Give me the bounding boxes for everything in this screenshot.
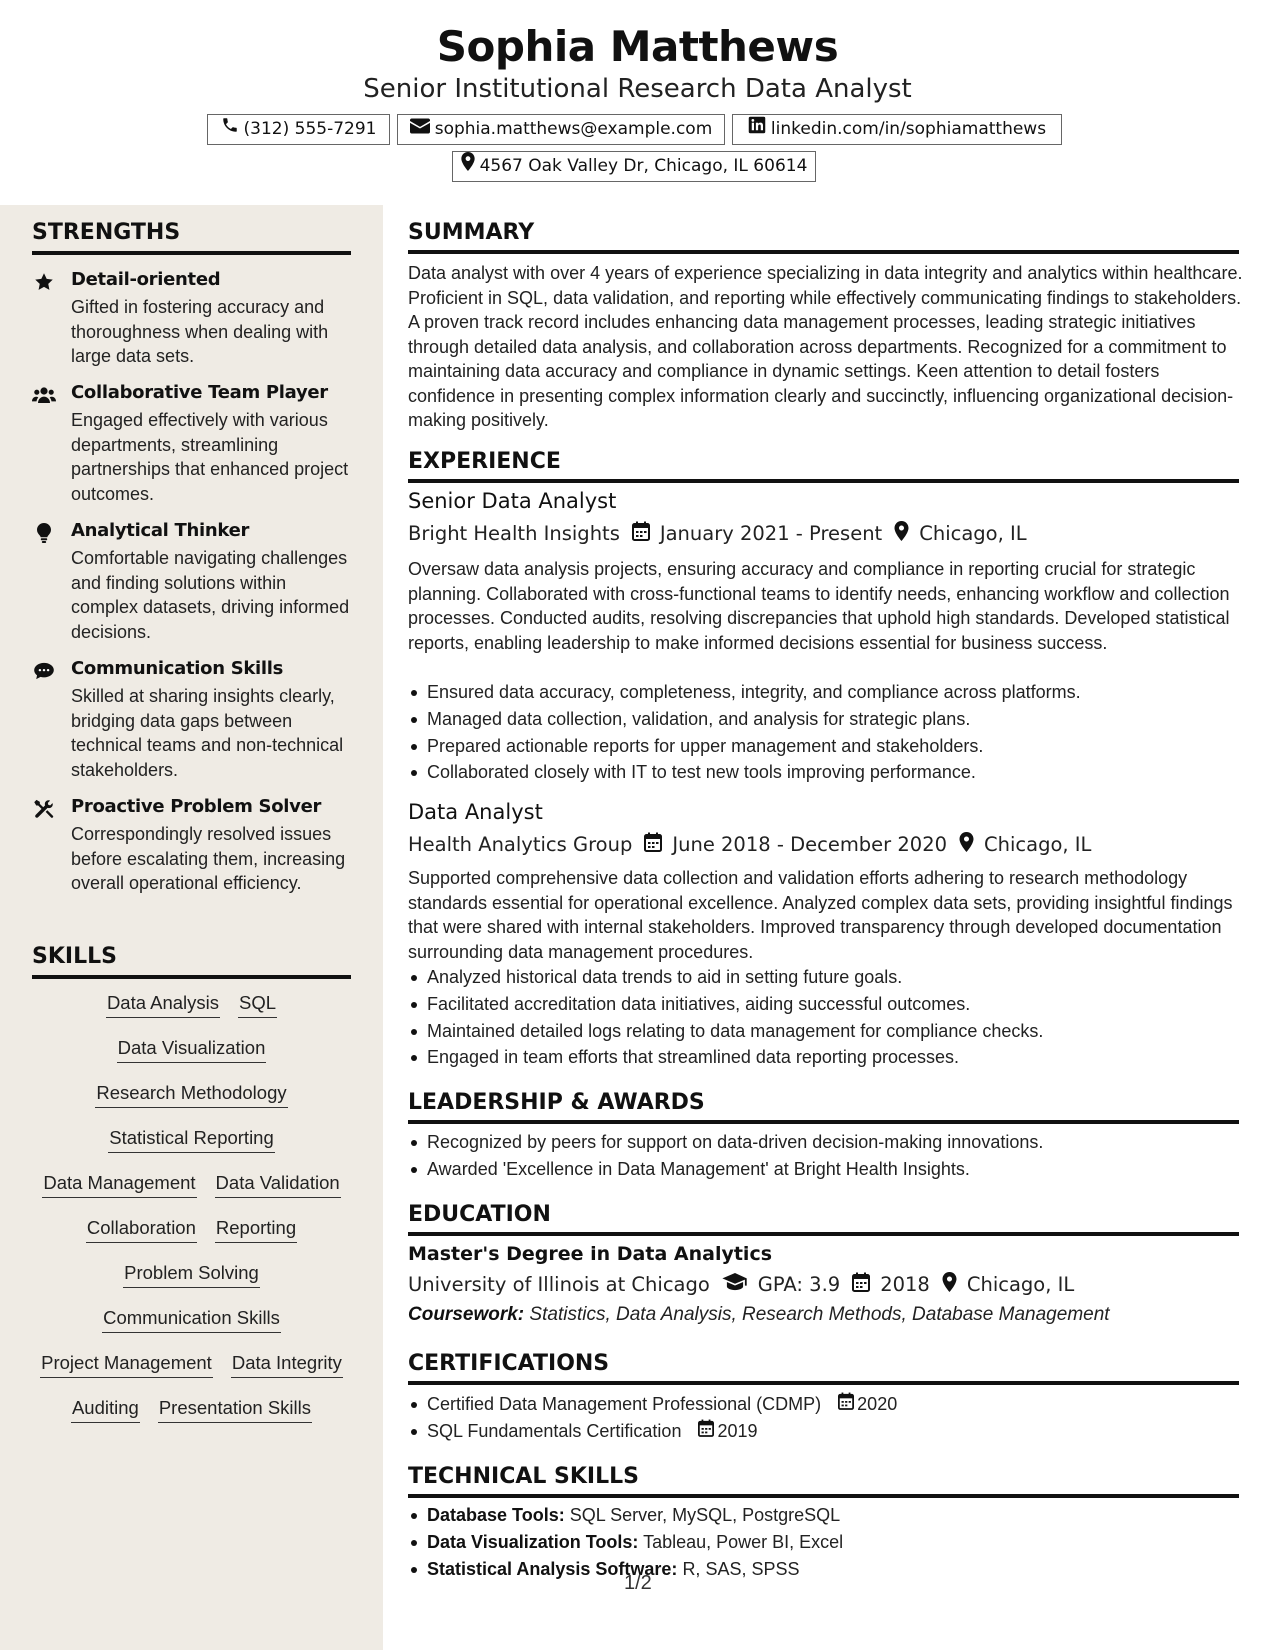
- users-icon: [32, 384, 56, 406]
- job-location: Chicago, IL: [984, 833, 1092, 856]
- certification-name: SQL Fundamentals Certification: [427, 1420, 682, 1441]
- strength-title: Detail-oriented: [71, 269, 221, 290]
- strength-item: [32, 269, 352, 369]
- list-item: [408, 1502, 1238, 1529]
- job-dates: January 2021 - Present: [659, 522, 883, 545]
- tech-skill-value: Tableau, Power BI, Excel: [643, 1531, 844, 1552]
- coursework-label: Coursework:: [408, 1304, 525, 1325]
- linkedin-text: linkedin.com/in/sophiamatthews: [770, 119, 1047, 139]
- calendar-icon: [632, 521, 660, 546]
- tools-icon: [32, 798, 56, 820]
- job-bullets: [408, 679, 1238, 786]
- skills-row: [32, 1037, 351, 1063]
- skill-tag: Project Management: [40, 1352, 213, 1378]
- phone-contact[interactable]: [207, 114, 390, 145]
- graduation-cap-icon: [722, 1273, 758, 1296]
- tech-skill-label: Database Tools:: [427, 1505, 565, 1525]
- skill-tag: Collaboration: [86, 1217, 197, 1243]
- strengths-heading: STRENGTHS: [32, 220, 351, 255]
- list-item: [408, 1529, 1238, 1556]
- speech-bubble-icon: [32, 660, 56, 682]
- calendar-icon: [644, 832, 672, 857]
- map-pin-icon: [894, 521, 919, 546]
- skill-tag: Data Validation: [215, 1172, 341, 1198]
- strength-item: [32, 382, 352, 507]
- list-item: Managed data collection, validation, and analysis for strategic plans.: [408, 706, 1238, 733]
- map-pin-icon: [942, 1272, 967, 1297]
- skill-tag: Research Methodology: [95, 1082, 287, 1108]
- map-pin-icon: [959, 832, 984, 857]
- list-item: [408, 1556, 1238, 1583]
- calendar-icon: [852, 1272, 880, 1297]
- strength-desc: Gifted in fostering accuracy and thoroughness when dealing with large data sets.: [71, 297, 329, 366]
- certification-year: 2019: [717, 1420, 758, 1441]
- strength-item: [32, 658, 352, 783]
- skill-tag: Presentation Skills: [158, 1397, 312, 1423]
- job-title: Data Analyst: [408, 800, 543, 824]
- linkedin-contact[interactable]: [732, 114, 1062, 145]
- strength-desc: Comfortable navigating challenges and finding solutions within complex datasets, driving informed decisions.: [71, 548, 350, 642]
- summary-heading: SUMMARY: [408, 220, 1239, 254]
- list-item: Ensured data accuracy, completeness, integrity, and compliance across platforms.: [408, 679, 1238, 706]
- coursework-list: Statistics, Data Analysis, Research Methods, Database Management: [529, 1304, 1110, 1325]
- skills-row: [32, 1217, 351, 1243]
- strength-title: Collaborative Team Player: [71, 382, 328, 403]
- skills-row: [32, 1082, 351, 1108]
- address-contact: [452, 151, 816, 182]
- gpa-text: GPA: 3.9: [757, 1273, 841, 1296]
- address-text: 4567 Oak Valley Dr, Chicago, IL 60614: [479, 156, 808, 176]
- certification-name: Certified Data Management Professional (CDMP): [427, 1394, 822, 1414]
- strength-desc: Skilled at sharing insights clearly, bridging data gaps between technical teams and non-technical stakeholders.: [71, 686, 344, 780]
- school-location: Chicago, IL: [966, 1273, 1075, 1296]
- page-number: 1/2: [624, 1572, 652, 1594]
- job-description: Supported comprehensive data collection and validation efforts adhering to research methodology standards essential for operational excellence. Analyzed complex data sets, providing insightful findings that were shared with internal stakeholders. Improved transparency through developed documentation surrounding data management procedures.: [408, 868, 1233, 962]
- company-name: Health Analytics Group: [408, 833, 633, 856]
- skill-tag: Auditing: [71, 1397, 140, 1423]
- skills-row: [32, 1127, 351, 1153]
- resume-header: [0, 0, 1275, 205]
- skills-row: [32, 1352, 351, 1378]
- job-meta: [408, 832, 1091, 857]
- strength-desc: Engaged effectively with various departments, streamlining partnerships that enhanced project outcomes.: [71, 410, 349, 504]
- list-item: Awarded 'Excellence in Data Management' at Bright Health Insights.: [408, 1156, 1238, 1183]
- job-location: Chicago, IL: [919, 522, 1027, 545]
- email-text: sophia.matthews@example.com: [434, 119, 713, 139]
- strength-item: [32, 520, 352, 645]
- leadership-list: [408, 1129, 1238, 1183]
- experience-heading: EXPERIENCE: [408, 449, 1239, 483]
- strength-item: [32, 796, 352, 921]
- skill-tag: Data Visualization: [117, 1037, 267, 1063]
- skills-row: [32, 1307, 351, 1333]
- list-item: Recognized by peers for support on data-driven decision-making innovations.: [408, 1129, 1238, 1156]
- calendar-icon: [838, 1391, 857, 1418]
- phone-text: (312) 555-7291: [243, 119, 377, 139]
- job-dates: June 2018 - December 2020: [672, 833, 948, 856]
- skill-tag: Data Analysis: [106, 992, 220, 1018]
- education-meta: [408, 1272, 1074, 1297]
- school-name: University of Illinois at Chicago: [408, 1273, 710, 1296]
- company-name: Bright Health Insights: [408, 522, 620, 545]
- candidate-name: Sophia Matthews: [436, 22, 839, 71]
- technical-skills-list: [408, 1502, 1238, 1582]
- map-pin-icon: [461, 152, 475, 181]
- lightbulb-icon: [32, 522, 56, 544]
- star-icon: [32, 271, 56, 293]
- degree-title: Master's Degree in Data Analytics: [408, 1243, 773, 1265]
- email-contact[interactable]: [397, 114, 725, 145]
- skills-row: [32, 1172, 351, 1198]
- graduation-year: 2018: [880, 1273, 930, 1296]
- linkedin-icon: [748, 115, 766, 144]
- tech-skill-label: Statistical Analysis Software:: [427, 1558, 678, 1579]
- skill-tag: Communication Skills: [102, 1307, 281, 1333]
- strength-title: Analytical Thinker: [71, 520, 250, 541]
- job-meta: [408, 521, 1027, 546]
- tech-skill-value: R, SAS, SPSS: [682, 1558, 800, 1579]
- tech-skill-label: Data Visualization Tools:: [427, 1531, 639, 1552]
- coursework: [408, 1304, 1110, 1326]
- education-heading: EDUCATION: [408, 1202, 1239, 1236]
- list-item: Prepared actionable reports for upper management and stakeholders.: [408, 733, 1238, 760]
- skill-tag: Data Integrity: [231, 1352, 343, 1378]
- skills-heading: SKILLS: [32, 944, 351, 979]
- list-item: Maintained detailed logs relating to data management for compliance checks.: [408, 1018, 1238, 1045]
- job-description: Oversaw data analysis projects, ensuring accuracy and compliance in reporting crucial for strategic planning. Collaborated with cross-functional teams to identify needs, enhancing workflow and collection processes. Conducted audits, resolving discrepancies that uphold high standards. Developed statistical reports, enabling leadership to make informed decisions essential for business success.: [408, 559, 1230, 653]
- skill-tag: Problem Solving: [123, 1262, 260, 1288]
- skill-tag: Reporting: [215, 1217, 297, 1243]
- strength-title: Communication Skills: [71, 658, 284, 679]
- list-item: [408, 1391, 1238, 1418]
- tech-skill-value: SQL Server, MySQL, PostgreSQL: [569, 1505, 841, 1525]
- strength-title: Proactive Problem Solver: [71, 796, 322, 817]
- technical-skills-heading: TECHNICAL SKILLS: [408, 1464, 1239, 1498]
- certification-year: 2020: [857, 1394, 898, 1414]
- skills-row: [32, 992, 351, 1018]
- skill-tag: SQL: [238, 992, 277, 1018]
- envelope-icon: [410, 115, 430, 144]
- list-item: Analyzed historical data trends to aid in setting future goals.: [408, 964, 1238, 991]
- leadership-heading: LEADERSHIP & AWARDS: [408, 1090, 1239, 1124]
- list-item: Engaged in team efforts that streamlined data reporting processes.: [408, 1044, 1238, 1071]
- job-bullets: [408, 964, 1238, 1071]
- strength-desc: Correspondingly resolved issues before escalating them, increasing overall operational efficiency.: [71, 824, 346, 893]
- candidate-title: Senior Institutional Research Data Analyst: [363, 74, 912, 104]
- skill-tag: Statistical Reporting: [108, 1127, 275, 1153]
- certifications-heading: CERTIFICATIONS: [408, 1351, 1239, 1385]
- summary-text: Data analyst with over 4 years of experience specializing in data integrity and analytics within healthcare. Proficient in SQL, data validation, and reporting while effectively communicating findings to stakeholders. A proven track record includes enhancing data management processes, leading strategic initiatives through detailed data analysis, and collaboration across departments. Recognized for a commitment to maintaining data accuracy and compliance in dynamic settings. Keen attention to detail fosters confidence in presenting complex information clearly and succinctly, influencing organizational decision-making positively.: [408, 263, 1243, 430]
- skill-tag: Data Management: [42, 1172, 196, 1198]
- list-item: Facilitated accreditation data initiatives, aiding successful outcomes.: [408, 991, 1238, 1018]
- job-title: Senior Data Analyst: [408, 489, 617, 513]
- skills-row: [32, 1262, 351, 1288]
- skills-row: [32, 1397, 351, 1423]
- calendar-icon: [698, 1418, 717, 1445]
- list-item: [408, 1418, 1238, 1445]
- certifications-list: [408, 1391, 1238, 1445]
- phone-icon: [221, 115, 239, 144]
- list-item: Collaborated closely with IT to test new tools improving performance.: [408, 759, 1238, 786]
